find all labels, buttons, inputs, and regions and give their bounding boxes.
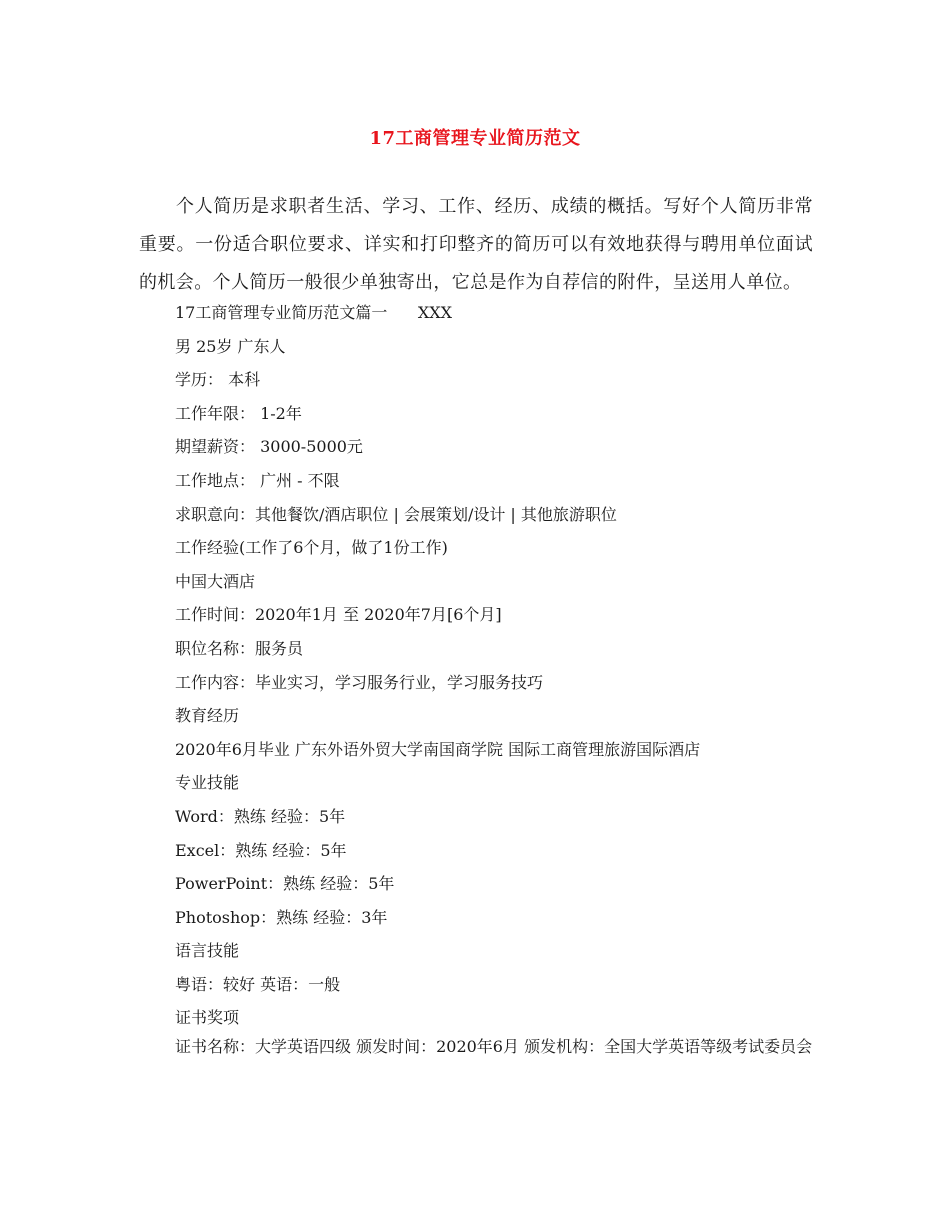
work-location: 工作地点： 广州 - 不限 [175, 470, 340, 490]
skill-photoshop: Photoshop：熟练 经验：3年 [175, 907, 388, 927]
work-content: 工作内容：毕业实习，学习服务行业，学习服务技巧 [175, 672, 544, 692]
work-experience-heading: 工作经验(工作了6个月，做了1份工作) [175, 538, 448, 558]
expected-salary: 期望薪资： 3000-5000元 [175, 437, 363, 457]
position-title: 职位名称：服务员 [175, 638, 304, 658]
resume-heading-line: 17工商管理专业简历范文篇一 XXX [175, 303, 453, 322]
skill-word: Word：熟练 经验：5年 [175, 806, 346, 826]
employer-name: 中国大酒店 [175, 571, 256, 591]
job-intention: 求职意向：其他餐饮/酒店职位 | 会展策划/设计 | 其他旅游职位 [175, 504, 617, 524]
skill-powerpoint: PowerPoint：熟练 经验：5年 [175, 874, 395, 894]
language-heading: 语言技能 [175, 941, 240, 961]
education-heading: 教育经历 [175, 706, 240, 726]
language-detail: 粤语：较好 英语：一般 [175, 974, 341, 994]
skills-heading: 专业技能 [175, 773, 240, 793]
certificate-detail: 证书名称：大学英语四级 颁发时间：2020年6月 颁发机构：全国大学英语等级考试委员会 [175, 1037, 813, 1056]
work-years: 工作年限： 1-2年 [175, 403, 302, 423]
intro-paragraph: 个人简历是求职者生活、学习、工作、经历、成绩的概括。写好个人简历非常重要。一份适合职位要求、详实和打印整齐的简历可以有效地获得与聘用单位面试的机会。个人简历一般很少单独寄出，它总是作为自荐信的附件，呈送用人单位。 [139, 196, 813, 293]
education-detail: 2020年6月毕业 广东外语外贸大学南国商学院 国际工商管理旅游国际酒店 [175, 739, 701, 759]
education-level: 学历： 本科 [175, 370, 261, 390]
work-period: 工作时间：2020年1月 至 2020年7月[6个月] [175, 605, 502, 625]
gender-age-origin: 男 25岁 广东人 [175, 336, 286, 356]
skill-excel: Excel：熟练 经验：5年 [175, 840, 347, 860]
document-title: 17工商管理专业简历范文 [369, 128, 581, 149]
certificates-heading: 证书奖项 [175, 1008, 240, 1028]
resume-lines [175, 296, 815, 1035]
